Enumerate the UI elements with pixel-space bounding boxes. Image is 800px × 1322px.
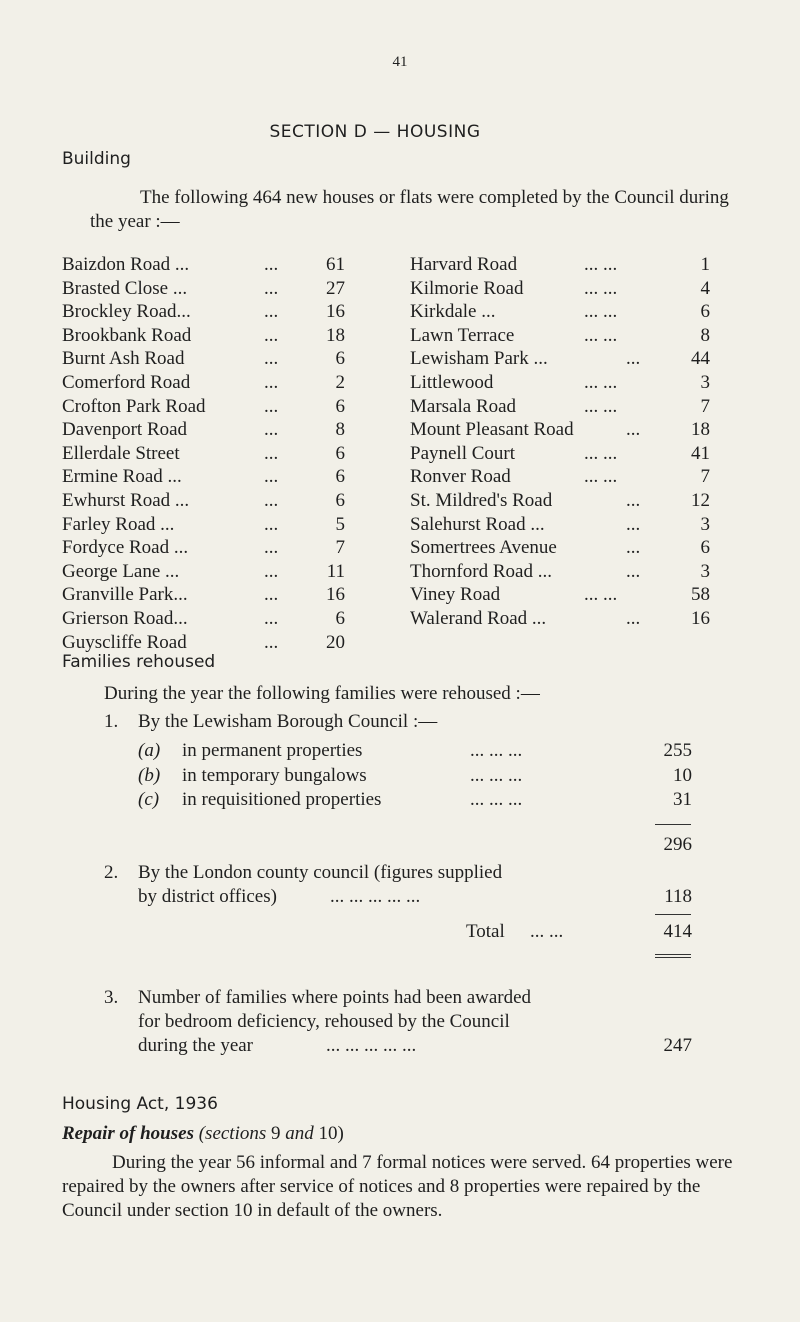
road-count: 8: [335, 419, 345, 441]
road-name: Ewhurst Road ...: [62, 490, 190, 511]
road-row: [0, 514, 800, 538]
road-dots: ... ...: [584, 442, 618, 464]
road-name: Mount Pleasant Road: [410, 419, 574, 441]
road-row: [0, 396, 800, 420]
road-dots: ...: [264, 301, 279, 323]
road-count: 16: [326, 584, 345, 606]
road-count: 6: [335, 348, 345, 370]
road-name: Brasted Close ...: [62, 277, 188, 299]
road-name: Fordyce Road ...: [62, 537, 189, 559]
section-title: SECTION D — HOUSING: [269, 122, 481, 142]
road-count: 20: [326, 631, 345, 653]
road-count: 12: [691, 490, 710, 511]
road-dots: ... ...: [584, 277, 618, 299]
road-dots: ...: [264, 537, 279, 559]
road-name: George Lane ...: [62, 560, 180, 582]
road-row: [0, 372, 800, 396]
road-dots: ... ...: [584, 324, 618, 346]
road-name: Ermine Road ...: [62, 466, 182, 488]
road-name: Walerand Road ...: [410, 608, 547, 629]
road-dots: ...: [264, 466, 279, 488]
road-row: [0, 278, 800, 302]
road-count: 18: [691, 419, 710, 441]
road-count: 3: [700, 560, 710, 582]
road-name: Baizdon Road ...: [62, 254, 190, 275]
road-count: 5: [335, 513, 345, 535]
road-row: [0, 301, 800, 325]
repair-subheading: [62, 1123, 344, 1145]
road-count: 6: [700, 301, 710, 323]
road-count: 16: [326, 301, 345, 323]
road-name: Brookbank Road: [62, 324, 192, 346]
road-count: 8: [700, 324, 710, 346]
road-count: 3: [700, 372, 710, 393]
subitem-value: 31: [673, 789, 692, 810]
subitem-dots: ... ... ...: [470, 789, 523, 810]
repair-paragraph: During the year 56 informal and 7 formal notices were served. 64 properties were repaired by the owners after service of notices and 8 properties were repaired by the Council under section 10 in default of the owners.: [62, 1152, 733, 1221]
road-row: [0, 490, 800, 514]
total-dots: ... ...: [530, 921, 564, 942]
road-name: Guyscliffe Road: [62, 631, 187, 653]
road-dots: ...: [626, 537, 641, 559]
item3-line3: during the year: [138, 1035, 254, 1056]
item3-line2: for bedroom deficiency, rehoused by the Council: [138, 1011, 510, 1032]
road-count: 7: [700, 395, 710, 417]
road-name: Somertrees Avenue: [410, 537, 557, 559]
road-count: 18: [326, 324, 345, 346]
item2-value: 118: [664, 886, 692, 907]
road-dots: ...: [626, 419, 641, 441]
building-intro: The following 464 new houses or flats were completed by the Council during the year :—: [90, 187, 729, 232]
road-row: [0, 325, 800, 349]
page-number: 41: [392, 54, 408, 70]
road-count: 61: [326, 254, 345, 275]
road-count: 16: [691, 608, 710, 629]
road-count: 7: [335, 537, 345, 559]
road-row: [0, 608, 800, 632]
road-name: Ronver Road: [410, 466, 511, 488]
road-dots: ... ...: [584, 395, 618, 417]
repair-subheading-b: (sections: [198, 1123, 267, 1144]
road-count: 11: [326, 560, 345, 582]
road-dots: ...: [264, 584, 279, 606]
road-dots: ...: [264, 419, 279, 441]
road-dots: ... ...: [584, 466, 618, 488]
road-name: Harvard Road: [410, 254, 518, 275]
total-rule: [655, 914, 691, 915]
road-name: Granville Park...: [62, 584, 188, 606]
road-dots: ...: [264, 490, 279, 511]
road-name: Lewisham Park ...: [410, 348, 548, 370]
item3-line1: Number of families where points had been awarded: [138, 987, 532, 1008]
road-dots: ...: [264, 608, 279, 629]
road-count: 6: [335, 466, 345, 488]
item2-dots: ... ... ... ... ...: [330, 886, 421, 907]
road-dots: ... ...: [584, 301, 618, 323]
road-name: Viney Road: [410, 584, 501, 606]
repair-subheading-e: 10): [318, 1123, 344, 1144]
subitem-text: in requisitioned properties: [182, 789, 382, 810]
road-count: 4: [700, 277, 710, 299]
subitem-letter: (a): [138, 740, 161, 761]
road-row: [0, 254, 800, 278]
subitem-text: in permanent properties: [182, 740, 363, 761]
road-name: Lawn Terrace: [410, 324, 515, 346]
road-dots: ...: [264, 348, 279, 370]
road-dots: ...: [264, 277, 279, 299]
item1-subtotal: 296: [663, 834, 692, 855]
road-dots: ... ...: [584, 372, 618, 393]
item3-value: 247: [663, 1035, 692, 1056]
item1-number: 1.: [104, 711, 119, 732]
road-dots: ...: [264, 254, 279, 275]
road-dots: ...: [264, 631, 279, 653]
road-name: Marsala Road: [410, 395, 517, 417]
item1-text: By the Lewisham Borough Council :—: [138, 711, 438, 732]
road-dots: ...: [626, 513, 641, 535]
subitem-value: 255: [663, 740, 692, 761]
item2-line1: By the London county council (figures supplied: [138, 862, 503, 883]
road-name: Burnt Ash Road: [62, 348, 185, 370]
road-dots: ...: [626, 490, 641, 511]
road-row: [0, 419, 800, 443]
road-row: [0, 561, 800, 585]
subtotal-rule: [655, 824, 691, 825]
road-row: [0, 584, 800, 608]
road-dots: ... ...: [584, 584, 618, 606]
road-row: [0, 466, 800, 490]
road-count: 6: [335, 442, 345, 464]
road-count: 3: [700, 513, 710, 535]
road-count: 27: [326, 277, 345, 299]
road-dots: ...: [626, 348, 641, 370]
road-dots: ...: [264, 324, 279, 346]
total-double-rule-1: [655, 954, 691, 955]
housing-act-heading: Housing Act, 1936: [62, 1094, 218, 1114]
item3-number: 3.: [104, 987, 119, 1008]
road-dots: ... ...: [584, 254, 618, 275]
road-count: 1: [700, 254, 710, 275]
item3-dots: ... ... ... ... ...: [326, 1035, 417, 1056]
road-name: Thornford Road ...: [410, 560, 552, 582]
road-name: St. Mildred's Road: [410, 490, 553, 511]
road-dots: ...: [264, 513, 279, 535]
road-dots: ...: [264, 395, 279, 417]
road-name: Kirkdale ...: [410, 301, 496, 323]
repair-subheading-a: Repair of houses: [62, 1123, 194, 1144]
subitem-letter: (c): [138, 789, 160, 810]
families-intro: During the year the following families were rehoused :—: [104, 683, 540, 704]
road-name: Littlewood: [410, 372, 494, 393]
subitem-dots: ... ... ...: [470, 740, 523, 761]
road-row: [0, 537, 800, 561]
road-name: Comerford Road: [62, 372, 191, 393]
total-double-rule-2: [655, 957, 691, 958]
road-name: Brockley Road...: [62, 301, 191, 323]
families-heading: Families rehoused: [62, 652, 216, 672]
road-name: Farley Road ...: [62, 513, 175, 535]
road-name: Paynell Court: [410, 442, 516, 464]
subitem-letter: (b): [138, 765, 161, 786]
road-name: Crofton Park Road: [62, 395, 206, 417]
repair-subheading-c: 9: [271, 1123, 281, 1144]
building-heading: Building: [62, 149, 131, 169]
total-value: 414: [663, 921, 692, 942]
road-dots: ...: [264, 372, 279, 393]
road-row: [0, 443, 800, 467]
road-count: 6: [700, 537, 710, 559]
subitem-text: in temporary bungalows: [182, 765, 367, 786]
road-count: 41: [691, 442, 710, 464]
road-dots: ...: [264, 442, 279, 464]
total-label: Total: [466, 921, 505, 942]
road-dots: ...: [626, 560, 641, 582]
road-count: 44: [691, 348, 710, 370]
road-count: 2: [335, 372, 345, 393]
road-name: Davenport Road: [62, 419, 188, 441]
road-count: 6: [335, 395, 345, 417]
item2-number: 2.: [104, 862, 119, 883]
road-dots: ...: [626, 608, 641, 629]
road-name: Salehurst Road ...: [410, 513, 545, 535]
road-name: Kilmorie Road: [410, 277, 524, 299]
road-row: [0, 348, 800, 372]
road-name: Ellerdale Street: [62, 442, 180, 464]
subitem-dots: ... ... ...: [470, 765, 523, 786]
road-count: 6: [335, 490, 345, 511]
item2-line2: by district offices): [138, 886, 277, 907]
repair-subheading-d: and: [285, 1123, 314, 1144]
road-count: 7: [700, 466, 710, 488]
road-count: 6: [335, 608, 345, 629]
road-count: 58: [691, 584, 710, 606]
road-name: Grierson Road...: [62, 608, 188, 629]
subitem-value: 10: [673, 765, 692, 786]
road-dots: ...: [264, 560, 279, 582]
